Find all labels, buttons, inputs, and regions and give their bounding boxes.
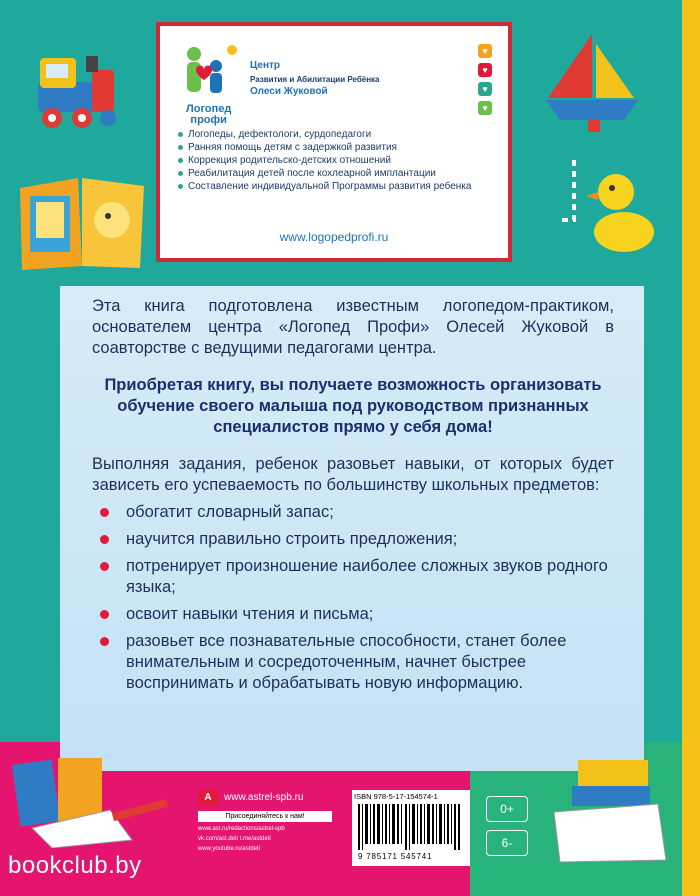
publisher-link[interactable]: www.ast.ru/redactions/astrel-spb	[198, 826, 285, 832]
skill-item: потренирует произношение наиболее сложных звуков родного языка;	[92, 556, 614, 598]
isbn-label: ISBN 978-5-17-154574-1	[354, 792, 438, 801]
skill-item: разовьет все познавательные способности, станет более внимательным и сосредоточенным, начнет быстрее воспринимать и обрабатывать новую информацию.	[92, 631, 614, 694]
social-link[interactable]: vk.com/ast.deti t.me/astdeti	[198, 836, 271, 842]
age-rating-badge: 0+	[486, 796, 528, 822]
barcode-digits: 9 785171 545741	[358, 852, 433, 861]
secondary-rating-badge: 6-	[486, 830, 528, 856]
center-title: Центр	[250, 60, 281, 71]
publisher-logo: А	[198, 790, 218, 806]
website-link[interactable]: www.logopedprofi.ru	[279, 230, 389, 244]
skill-item: научится правильно строить предложения;	[92, 529, 614, 550]
logo-title	[186, 104, 231, 126]
heart-icon: ♥	[478, 82, 492, 96]
books-stack-illustration	[12, 748, 192, 848]
service-item: Составление индивидуальной Программы развития ребенка	[178, 180, 498, 193]
heart-icon: ♥	[478, 101, 492, 115]
center-subtitle: Развития и Абилитации Ребёнка	[250, 75, 380, 84]
toy-train-illustration	[30, 48, 130, 130]
logo-title-line-1: Логопед	[186, 103, 232, 115]
intro-paragraph: Эта книга подготовлена известным логопедом-практиком, основателем центра «Логопед Профи» Олесей Жуковой в соавторстве с ведущими педагогами центра.	[92, 297, 614, 357]
heart-icons	[478, 44, 492, 115]
skills-list	[92, 502, 614, 694]
join-us-label: Присоединяйтесь к нам!	[198, 811, 332, 822]
service-item: Реабилитация детей после кохлеарной имплантации	[178, 167, 498, 180]
video-link[interactable]: www.youtube.ru/astdeti	[198, 846, 261, 852]
books-stack-right-illustration	[548, 756, 674, 866]
barcode-icon	[358, 804, 462, 850]
skill-item: освоит навыки чтения и письма;	[92, 604, 614, 625]
description-panel	[60, 286, 644, 771]
services-list	[178, 128, 498, 193]
publisher-url[interactable]: www.astrel-spb.ru	[224, 792, 304, 803]
watermark: bookclub.by	[8, 852, 142, 879]
service-item: Ранняя помощь детям с задержкой развития	[178, 141, 498, 154]
skill-item: обогатит словарный запас;	[92, 502, 614, 523]
service-item: Коррекция родительско-детских отношений	[178, 154, 498, 167]
publisher-imprint	[198, 790, 346, 858]
duckling-illustration	[520, 150, 660, 260]
logoped-profi-logo	[176, 40, 248, 110]
center-name: Олеси Жуковой	[250, 86, 328, 97]
logo-title-line-2: профи	[190, 114, 227, 126]
open-book-illustration	[12, 168, 152, 272]
isbn-block	[352, 790, 470, 866]
skills-paragraph: Выполняя задания, ребенок разовьет навыки, от которых будет зависеть его успеваемость по большинству школьных предметов:	[92, 455, 614, 494]
heart-icon: ♥	[478, 44, 492, 58]
center-info-card	[156, 22, 512, 262]
heart-icon: ♥	[478, 63, 492, 77]
sailboat-illustration	[538, 28, 648, 138]
yellow-edge	[682, 0, 700, 896]
highlight-paragraph: Приобретая книгу, вы получаете возможность организовать обучение своего малыша под руководством признанных специалистов прямо у себя дома!	[104, 376, 602, 436]
service-item: Логопеды, дефектологи, сурдопедагоги	[178, 128, 498, 141]
